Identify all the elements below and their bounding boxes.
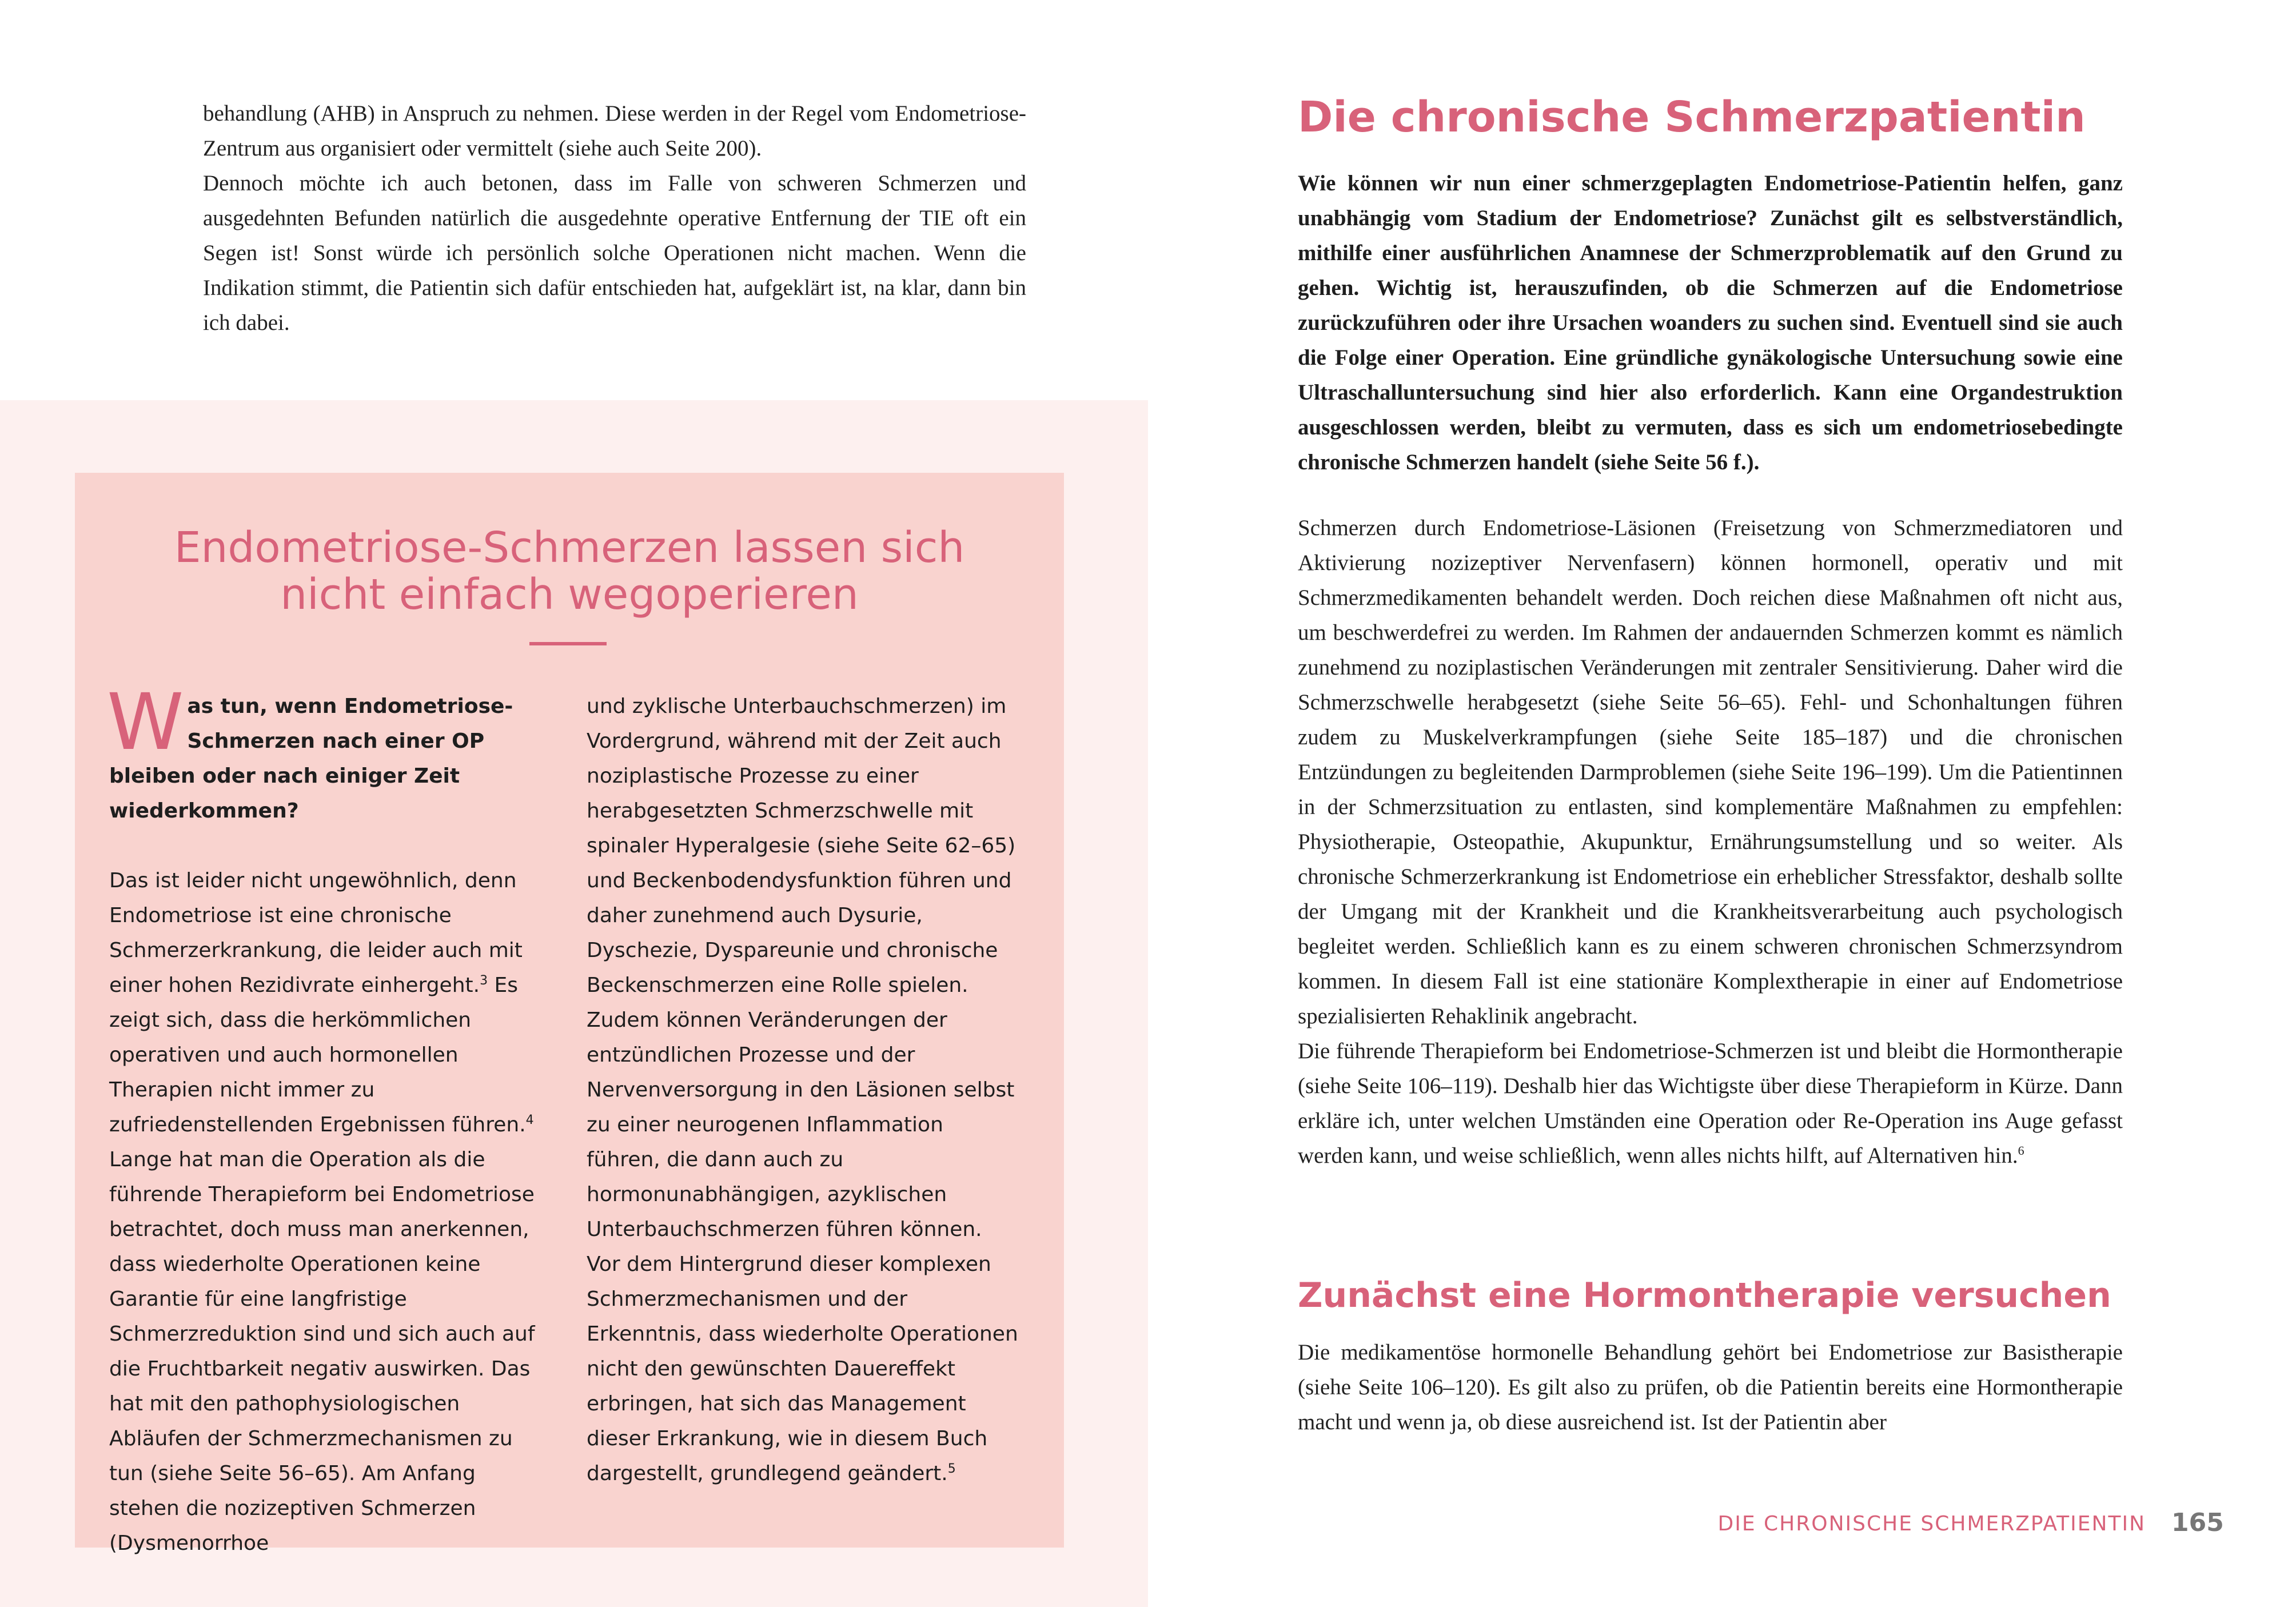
info-box-title <box>75 524 1064 618</box>
running-head: DIE CHRONISCHE SCHMERZPATIENTIN <box>1717 1512 2146 1536</box>
text-run: Das ist leider nicht ungewöhnlich, denn Endometriose ist eine chronische Schmerzerkrankung, die leider auch mit einer hohen Rezidivrate einhergeht. <box>109 869 523 997</box>
text-run: Die führende Therapieform bei Endometriose-Schmerzen ist und bleibt die Hormontherapie (siehe Seite 106–119). Deshalb hier das Wichtigste über diese Therapieform in Kürze. Dann erkläre ich, unter welchen Umständen eine Operation oder Re-Operation ins Auge gefasst werden kann, und weise schließlich, wenn alles nichts hilft, auf Alternativen hin. <box>1298 1039 2123 1168</box>
info-box-column-1 <box>107 677 545 1561</box>
lead-paragraph: Wie können wir nun einer schmerzgeplagten Endometriose-Patientin helfen, ganz unabhängig vom Stadium der Endometriose? Zunächst gilt es selbstverständlich, mithilfe einer ausführlichen Anamnese der Schmerzproblematik auf den Grund zu gehen. Wichtig ist, herauszufinden, ob die Schmerzen auf die Endometriose zurückzuführen oder ihre Ursachen woanders zu suchen sind. Eventuell sind sie auch die Folge einer Operation. Eine gründliche gynäkologische Untersuchung sowie eine Ultraschalluntersuchung sind hier also erforderlich. Kann eine Organdestruktion ausgeschlossen werden, bleibt zu vermuten, dass es sich um endometriosebedingte chronische Schmerzen handelt (siehe Seite 56 f.). <box>1298 171 2123 474</box>
footnote-ref: 6 <box>2018 1143 2024 1158</box>
left-intro-text <box>203 96 1026 340</box>
info-box <box>75 473 1064 1555</box>
body-paragraph <box>1298 1034 2123 1173</box>
right-page <box>1148 0 2296 1607</box>
section-paragraph: Die medikamentöse hormonelle Behandlung gehört bei Endometriose zur Basistherapie (siehe Seite 106–120). Es gilt also zu prüfen, ob die Patientin bereits eine Hormontherapie macht und wenn ja, ob diese ausreichend ist. Ist der Patientin aber <box>1298 1340 2123 1434</box>
intro-paragraph: Dennoch möchte ich auch betonen, dass im Falle von schweren Schmerzen und ausgedehnten Befunden natürlich die ausgedehnte operative Entfernung der TIE oft ein Segen ist! Sonst würde ich persönlich solche Operationen nicht machen. Wenn die Indikation stimmt, die Patientin sich dafür entschieden hat, aufgeklärt ist, na klar, dann bin ich dabei. <box>203 171 1026 335</box>
chapter-title: Die chronische Schmerzpatientin <box>1298 93 2086 142</box>
column-paragraph: und zyklische Unterbauchschmerzen) im Vordergrund, während mit der Zeit auch noziplastische Prozesse zu einer herabgesetzten Schmerzschwelle mit spinaler Hyperalgesie (siehe Seite 62–65) und Beckenbodendysfunktion führen und daher zunehmend auch Dysurie, Dyschezie, Dyspareunie und chronische Beckenschmerzen eine Rolle spielen. Zudem können Veränderungen der entzündlichen Prozesse und der Nervenversorgung in den Läsionen selbst zu einer neurogenen Inflammation führen, die dann auch zu hormonunabhängigen, azyklischen Unterbauchschmerzen führen können. <box>587 695 1016 1241</box>
column-paragraph <box>587 1247 1022 1491</box>
lead-question <box>107 677 545 828</box>
drop-cap: W <box>107 677 184 768</box>
title-divider <box>529 642 607 645</box>
page-number: 165 <box>2171 1508 2224 1537</box>
intro-paragraph: behandlung (AHB) in Anspruch zu nehmen. Diese werden in der Regel vom Endometriose-Zentrum aus organisiert oder vermittelt (siehe auch Seite 200). <box>203 101 1026 161</box>
info-box-title-line: nicht einfach wegoperieren <box>280 570 859 619</box>
body-paragraph: Schmerzen durch Endometriose-Läsionen (Freisetzung von Schmerzmediatoren und Aktivierung nozizeptiver Nervenfasern) können hormonell, operativ und mit Schmerzmedikamenten behandelt werden. Doch reichen diese Maßnahmen oft nicht aus, um beschwerdefrei zu werden. Im Rahmen der andauernden Schmerzen kommt es nämlich zunehmend zu noziplastischen Veränderungen mit zentraler Sensitivierung. Daher wird die Schmerzschwelle herabgesetzt (siehe Seite 56–65). Fehl- und Schonhaltungen führen zudem zu Muskelverkrampfungen (siehe Seite 185–187) und die chronischen Entzündungen zu begleitenden Darmproblemen (siehe Seite 196–199). Um die Patientinnen in der Schmerzsituation zu entlasten, sind komplementäre Maßnahmen zu empfehlen: Physiotherapie, Osteopathie, Akupunktur, Ernährungsumstellung und so weiter. Als chronische Schmerzerkrankung ist Endometriose ein erheblicher Stressfaktor, deshalb sollte der Umgang mit der Krankheit und die Krankheitsverarbeitung auch psychologisch begleitet werden. Schließlich kann es zu einem schweren chronischen Schmerzsyndrom kommen. In diesem Fall ist eine stationäre Komplextherapie in einer auf Endometriose spezialisierten Rehaklinik angebracht. <box>1298 516 2123 1028</box>
section-subtitle: Zunächst eine Hormontherapie versuchen <box>1298 1275 2111 1315</box>
body-text <box>1298 511 2123 1173</box>
footnote-ref: 4 <box>525 1113 534 1127</box>
footnote-ref: 3 <box>480 974 488 988</box>
info-box-title-line: Endometriose-Schmerzen lassen sich <box>174 523 965 572</box>
column-paragraph <box>109 863 545 1561</box>
lead-text: as tun, wenn Endometriose-Schmerzen nach einer OP bleiben oder nach einiger Zeit wiederkommen? <box>109 695 513 823</box>
footnote-ref: 5 <box>947 1462 956 1476</box>
text-run: Vor dem Hintergrund dieser komplexen Schmerzmechanismen und der Erkenntnis, dass wiederholte Operationen nicht den gewünschten Dauereffekt erbringen, hat sich das Management dieser Erkrankung, wie in diesem Buch dargestellt, grundlegend geändert. <box>587 1253 1018 1485</box>
text-run: Es zeigt sich, dass die herkömmlichen operativen und auch hormonellen Therapien nicht immer zu zufriedenstellenden Ergebnissen führen. <box>109 974 526 1137</box>
text-run: Lange hat man die Operation als die führende Therapieform bei Endometriose betrachtet, doch muss man anerkennen, dass wiederholte Operationen keine Garantie für eine langfristige Schmerzreduktion sind und sich auch auf die Fruchtbarkeit negativ auswirken. Das hat mit den pathophysiologischen Abläufen der Schmerzmechanismen zu tun (siehe Seite 56–65). Am Anfang stehen die nozizeptiven Schmerzen (Dysmenorrhoe <box>109 1148 535 1555</box>
info-box-column-2 <box>587 689 1022 1491</box>
